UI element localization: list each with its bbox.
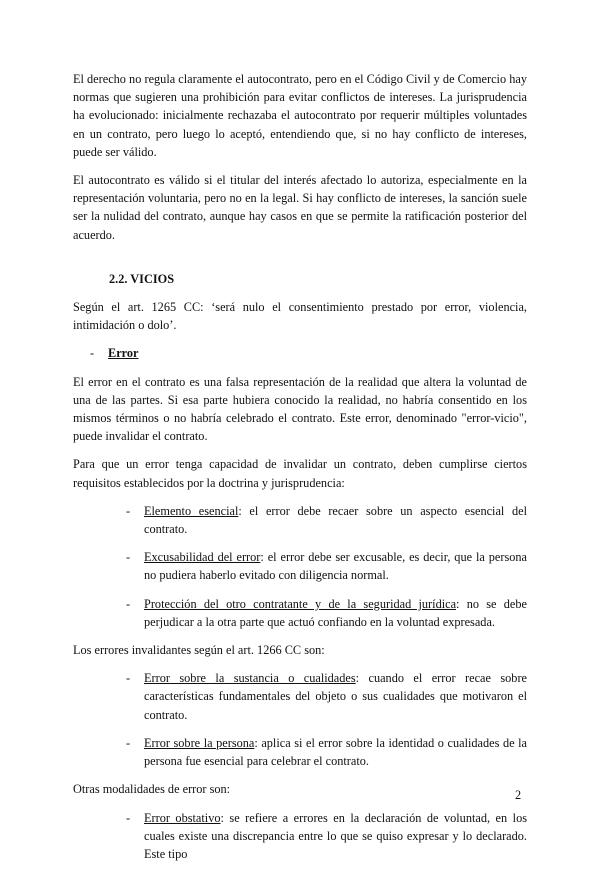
paragraph-error-definicion: El error en el contrato es una falsa representación de la realidad que altera la voluntad de una de las partes. Si esa parte hubiera conocido la realidad, no habría consentido en los mismos términos o no habría celebrado el contrato. Este error, denominado "error-vicio", puede invalidar el contrato. xyxy=(73,374,527,444)
list-item-text: : se refiere a errores en la declaración de voluntad, en los cuales existe una discrepancia entre lo que se quiso expresar y lo declarado. Este tipo xyxy=(144,810,528,861)
paragraph-error-requisitos-intro: Para que un error tenga capacidad de invalidar un contrato, deben cumplirse ciertos requisitos establecidos por la doctrina y jurisprudencia: xyxy=(73,457,527,490)
paragraph-errores-invalidantes-intro: Los errores invalidantes según el art. 1266 CC son: xyxy=(73,643,325,658)
list-item-term: Excusabilidad del error xyxy=(144,550,261,565)
list-item-text: : cuando el error recae sobre características fundamentales del objeto o sus cualidades que motivaron el contrato. xyxy=(144,671,527,722)
list-item xyxy=(73,502,527,538)
page-content xyxy=(73,70,527,873)
list-item xyxy=(73,595,527,631)
list-item xyxy=(73,548,527,584)
subheading-error-title: Error xyxy=(108,346,139,361)
dash-bullet: - xyxy=(126,735,131,750)
list-item xyxy=(73,809,527,864)
paragraph-art-1265: Según el art. 1265 CC: ‘será nulo el consentimiento prestado por error, violencia, intimidación o dolo’. xyxy=(73,300,527,333)
dash-bullet: - xyxy=(126,810,131,825)
paragraph-autocontrato-regulacion: El derecho no regula claramente el autocontrato, pero en el Código Civil y de Comercio hay normas que sugieren una prohibición para evitar conflictos de intereses. La jurisprudencia ha evolucionado: inicialmente rechazaba el autocontrato por requerir múltiples voluntades en un contrato, pero luego lo aceptó, entendiendo que, si no hay conflicto de intereses, puede ser válido. xyxy=(73,72,527,159)
page-number: 2 xyxy=(515,788,522,802)
subheading-error xyxy=(73,344,527,362)
dash-bullet: - xyxy=(126,596,131,611)
list-item-text: : aplica si el error sobre la identidad o cualidades de la persona fue esencial para celebrar el contrato. xyxy=(144,735,527,769)
list-item-term: Error sobre la persona xyxy=(144,735,255,750)
list-item-text: : el error debe ser excusable, es decir, que la persona no pudiera haberlo evitado con diligencia normal. xyxy=(144,550,527,583)
list-item-text: : no se debe perjudicar a la otra parte que actuó confiando en la voluntad expresada. xyxy=(144,596,527,629)
paragraph-autocontrato-validez: El autocontrato es válido si el titular del interés afectado lo autoriza, especialmente en la representación voluntaria, pero no en la legal. Si hay conflicto de intereses, la sanción suele ser la nulidad del contrato, aunque hay casos en que se permite la ratificación posterior del acuerdo. xyxy=(73,173,527,242)
section-heading-vicios: 2.2. VICIOS xyxy=(109,271,175,286)
list-item xyxy=(73,734,527,770)
dash-bullet: - xyxy=(126,550,131,565)
list-item-term: Protección del otro contratante y de la seguridad jurídica xyxy=(144,596,457,611)
list-requisitos xyxy=(73,502,527,631)
list-item-term: Error obstativo xyxy=(144,810,221,825)
paragraph-otras-modalidades-intro: Otras modalidades de error son: xyxy=(73,782,231,797)
dash-bullet: - xyxy=(126,503,131,518)
list-errores-invalidantes xyxy=(73,669,527,770)
list-item-text: : el error debe recaer sobre un aspecto esencial del contrato. xyxy=(144,503,528,537)
list-otras-modalidades xyxy=(73,809,527,864)
dash-bullet: - xyxy=(126,671,131,686)
list-item xyxy=(73,669,527,724)
dash-bullet: - xyxy=(90,346,95,361)
list-item-term: Elemento esencial xyxy=(144,503,239,518)
list-item-term: Error sobre la sustancia o cualidades xyxy=(144,671,356,686)
